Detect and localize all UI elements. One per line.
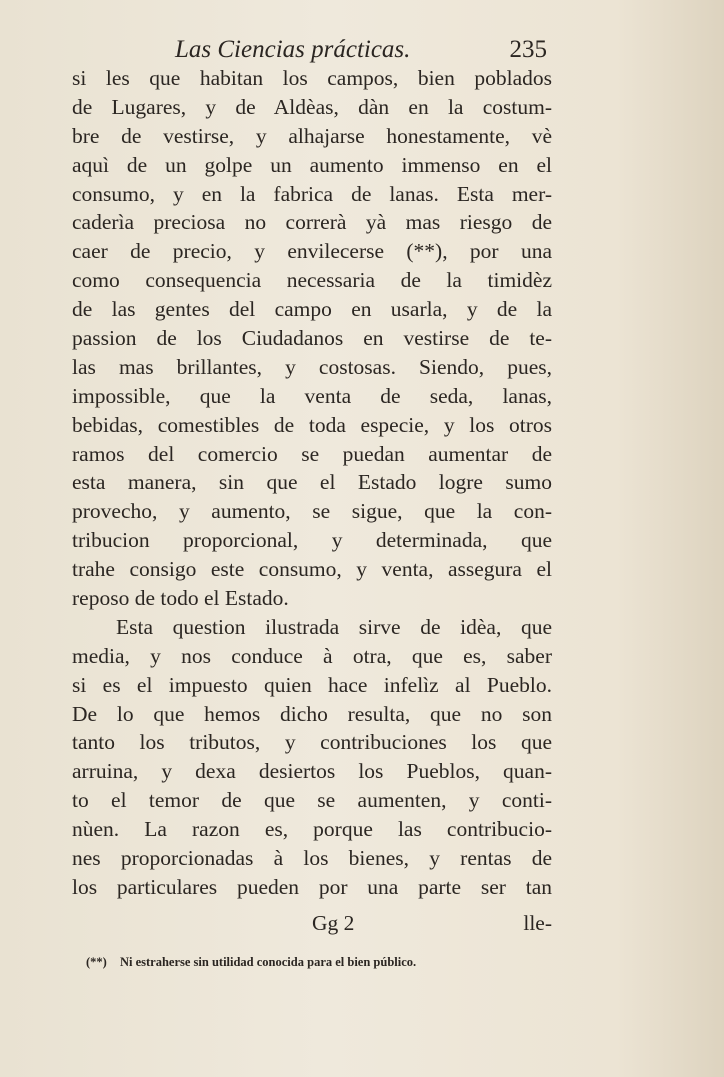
text-line: si les que habitan los campos, bien poblados bbox=[72, 66, 552, 90]
catchword: lle- bbox=[523, 911, 552, 935]
text-line: nùen. La razon es, porque las contribucio- bbox=[72, 817, 552, 842]
paragraph-end-line: reposo de todo el Estado. bbox=[72, 586, 289, 611]
text-line: to el temor de que se aumenten, y conti- bbox=[72, 788, 552, 813]
text-line: de las gentes del campo en usarla, y de la bbox=[72, 297, 552, 322]
text-line: impossible, que la venta de seda, lanas, bbox=[72, 383, 552, 408]
text-line: tribucion proporcional, y determinada, que bbox=[72, 528, 552, 553]
text-line: provecho, y aumento, se sigue, que la con- bbox=[72, 499, 552, 524]
signature-mark: Gg 2 bbox=[312, 911, 355, 935]
text-line: bre de vestirse, y alhajarse honestamente, vè bbox=[72, 123, 552, 148]
text-line: si es el impuesto quien hace infelìz al Pueblo. bbox=[72, 672, 552, 697]
running-title: Las Ciencias prácticas. bbox=[175, 36, 411, 63]
text-line: caer de precio, y envilecerse (**), por una bbox=[72, 239, 552, 264]
text-line: passion de los Ciudadanos en vestirse de te- bbox=[72, 326, 552, 351]
text-line: de Lugares, y de Aldèas, dàn en la costum- bbox=[72, 94, 552, 119]
text-line: bebidas, comestibles de toda especie, y los otros bbox=[72, 412, 552, 437]
text-line: aquì de un golpe un aumento immenso en el bbox=[72, 152, 552, 177]
text-line: caderìa preciosa no correrà yà mas riesgo de bbox=[72, 210, 552, 235]
paragraph-start-line: Esta question ilustrada sirve de idèa, que bbox=[116, 614, 552, 639]
footnote bbox=[86, 952, 556, 972]
text-line: De lo que hemos dicho resulta, que no son bbox=[72, 701, 552, 726]
footnote-marker: (**) bbox=[86, 955, 107, 969]
text-line: como consequencia necessaria de la timidèz bbox=[72, 268, 552, 293]
text-line: trahe consigo este consumo, y venta, assegura el bbox=[72, 557, 552, 582]
text-line: ramos del comercio se puedan aumentar de bbox=[72, 441, 552, 466]
text-line: los particulares pueden por una parte ser tan bbox=[72, 874, 552, 899]
page-header bbox=[175, 34, 547, 68]
text-line: arruina, y dexa desiertos los Pueblos, quan- bbox=[72, 759, 552, 784]
body-text bbox=[72, 64, 552, 902]
page-number: 235 bbox=[509, 36, 547, 63]
text-line: tanto los tributos, y contribuciones los que bbox=[72, 730, 552, 755]
text-line: nes proporcionadas à los bienes, y rentas de bbox=[72, 846, 552, 871]
text-line: media, y nos conduce à otra, que es, saber bbox=[72, 643, 552, 668]
footnote-text: Ni estraherse sin utilidad conocida para el bien público. bbox=[119, 955, 417, 969]
page-footer bbox=[72, 906, 552, 940]
text-line: esta manera, sin que el Estado logre sumo bbox=[72, 470, 552, 495]
text-line: consumo, y en la fabrica de lanas. Esta mer- bbox=[72, 181, 552, 206]
text-line: las mas brillantes, y costosas. Siendo, pues, bbox=[72, 354, 552, 379]
